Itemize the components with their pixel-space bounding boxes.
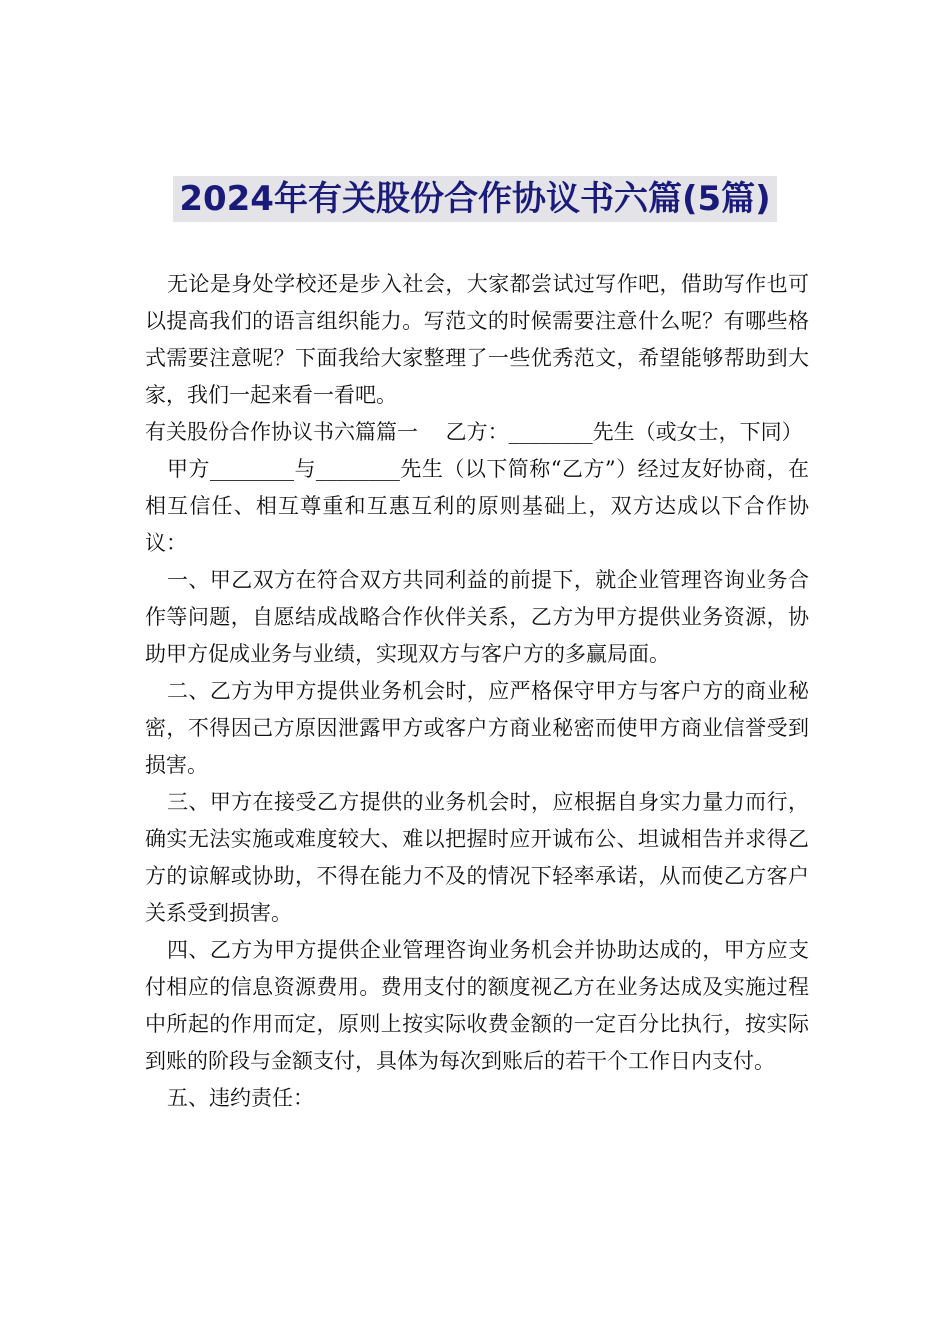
clause-5-heading: 五、违约责任： — [167, 1086, 314, 1110]
document-body — [145, 266, 809, 1117]
clause-2-paragraph: 二、乙方为甲方提供业务机会时，应严格保守甲方与客户方的商业秘密，不得因己方原因泄露甲方或客户方商业秘密而使甲方商业信誉受到损害。 — [145, 679, 809, 777]
title-container — [0, 176, 950, 222]
clause-1-paragraph: 一、甲乙双方在符合双方共同利益的前提下，就企业管理咨询业务合作等问题，自愿结成战略合作伙伴关系，乙方为甲方提供业务资源，协助甲方促成业务与业绩，实现双方与客户方的多赢局面。 — [145, 568, 809, 666]
clause-4-paragraph: 四、乙方为甲方提供企业管理咨询业务机会并协助达成的，甲方应支付相应的信息资源费用。费用支付的额度视乙方在业务达成及实施过程中所起的作用而定，原则上按实际收费金额的一定百分比执行，按实际到账的阶段与金额支付，具体为每次到账后的若干个工作日内支付。 — [145, 938, 809, 1073]
agreement-preamble-paragraph: 甲方________与________先生（以下简称“乙方”）经过友好协商，在相互信任、相互尊重和互惠互利的原则基础上，双方达成以下合作协议： — [145, 457, 809, 555]
section-heading-paragraph: 有关股份合作协议书六篇篇一 乙方：________先生（或女士，下同） — [145, 420, 803, 444]
document-title: 2024年有关股份合作协议书六篇(5篇) — [173, 176, 776, 222]
clause-3-paragraph: 三、甲方在接受乙方提供的业务机会时，应根据自身实力量力而行，确实无法实施或难度较大、难以把握时应开诚布公、坦诚相告并求得乙方的谅解或协助，不得在能力不及的情况下轻率承诺，从而使乙方客户关系受到损害。 — [145, 790, 809, 925]
intro-paragraph: 无论是身处学校还是步入社会，大家都尝试过写作吧，借助写作也可以提高我们的语言组织能力。写范文的时候需要注意什么呢？有哪些格式需要注意呢？下面我给大家整理了一些优秀范文，希望能够帮助到大家，我们一起来看一看吧。 — [145, 272, 809, 407]
